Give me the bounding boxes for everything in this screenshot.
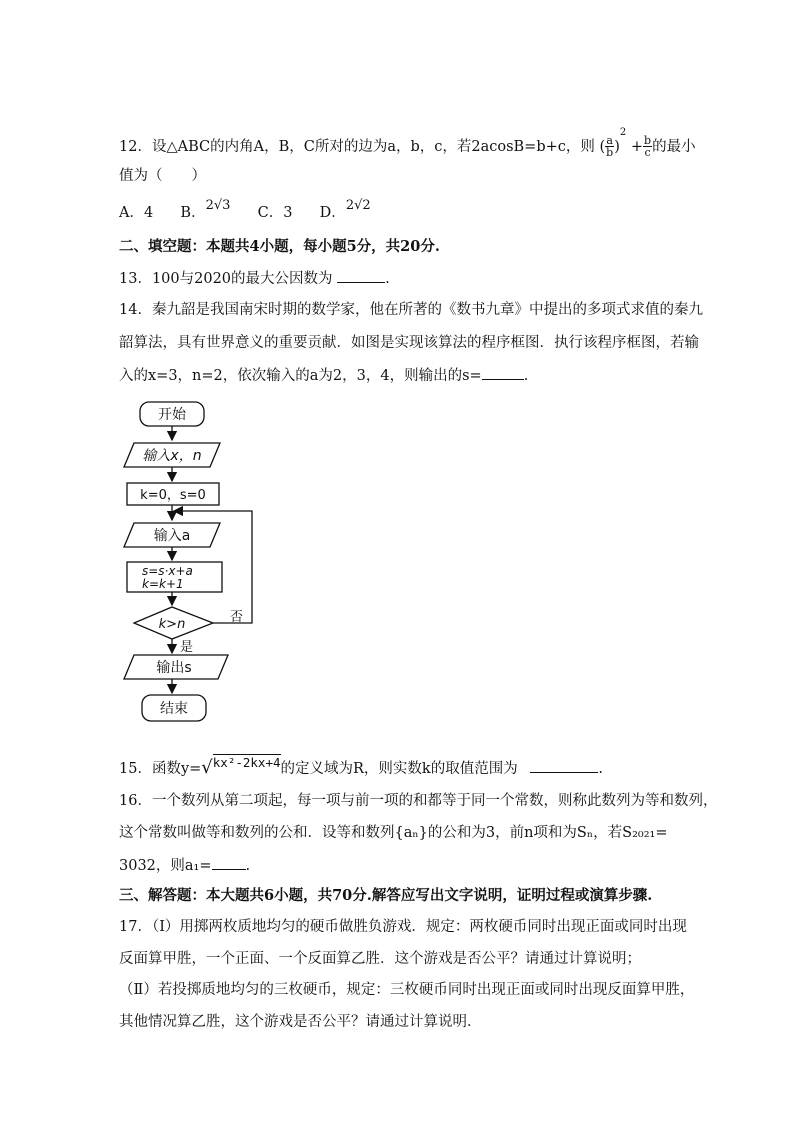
q12-fraction-a-over-b: $\frac{a}{b}$ [606, 134, 614, 160]
flow-output-label: 输出s [156, 660, 192, 676]
flow-compute-label-2: k=k+1 [142, 577, 184, 591]
q15-line [119, 755, 603, 779]
q12-option-a: A．4 [119, 205, 154, 221]
flow-no-label: 否 [230, 610, 244, 625]
flow-compute-label-1: s=s·x+a [142, 564, 193, 578]
q14-answer-blank[interactable] [482, 365, 524, 380]
q14-line2: 韶算法，具有世界意义的重要贡献．如图是实现该算法的程序框图．执行该程序框图，若输 [119, 335, 699, 351]
q12-paren-open: ( [599, 138, 606, 155]
q12-exponent: 2 [619, 127, 627, 138]
q16-line3 [119, 855, 250, 876]
flow-decision-label: k>n [158, 617, 186, 632]
q16-text: 3032，则a₁= [119, 858, 212, 874]
q15-suffix: 的定义域为R，则实数k的取值范围为 [280, 761, 518, 777]
q15-radicand: kx²-2kx+4 [212, 755, 281, 770]
flow-input-a-label: 输入a [153, 528, 191, 544]
q14-text: 入的x=3，n=2，依次输入的a为2，3，4，则输出的s= [119, 368, 482, 384]
q12-fraction-b-over-c: $\frac{b}{c}$ [644, 134, 652, 160]
q12-options [119, 198, 371, 224]
q12-plus: + [630, 138, 644, 155]
q15-tail: . [598, 761, 603, 777]
q16-line1: 16．一个数列从第二项起，每一项与前一项的和都等于同一个常数，则称此数列为等和数列， [119, 793, 718, 809]
q12-line1 [119, 127, 696, 160]
q13-text: 13．100与2020的最大公因数为 [119, 271, 333, 287]
q12-text: 12．设△ABC的内角A，B，C所对的边为a，b，c，若2acosB=b+c，则 [119, 138, 595, 155]
section-heading-solutions: 三、解答题：本大题共6小题，共70分.解答应写出文字说明，证明过程或演算步骤. [119, 887, 653, 904]
q14-line3 [119, 365, 528, 386]
flow-yes-label: 是 [180, 640, 194, 655]
flowchart [110, 395, 280, 730]
flow-input-xn-label: 输入x，n [142, 448, 202, 464]
q15-answer-blank[interactable] [530, 758, 598, 773]
q17-line3: （Ⅱ）若投掷质地均匀的三枚硬币，规定：三枚硬币同时出现正面或同时出现反面算甲胜， [119, 982, 695, 998]
q17-line1: 17．（Ⅰ）用掷两枚质地均匀的硬币做胜负游戏．规定：两枚硬币同时出现正面或同时出现 [119, 919, 687, 935]
q12-option-c: C．3 [257, 205, 293, 221]
q13-answer-blank[interactable] [337, 268, 385, 283]
q12-paren-close: ) [614, 138, 620, 155]
q17-line2: 反面算甲胜，一个正面、一个反面算乙胜．这个游戏是否公平？请通过计算说明； [119, 951, 641, 967]
q12-text-tail: 的最小 [652, 138, 696, 155]
q13-line [119, 268, 390, 289]
q14-tail: . [523, 368, 529, 384]
q16-line2: 这个常数叫做等和数列的公和．设等和数列{aₙ}的公和为3，前n项和为Sₙ，若S₂₀₂₁= [119, 825, 668, 841]
section-heading-fill-in: 二、填空题：本题共4小题，每小题5分，共20分. [119, 238, 440, 255]
q12-option-d-value: 2√2 [345, 198, 371, 213]
q12-option-d: D． [319, 205, 346, 221]
q15-prefix: 15．函数y= [119, 761, 202, 777]
flow-init-label: k=0，s=0 [140, 488, 206, 503]
flow-start-label: 开始 [158, 407, 186, 423]
q17-line4: 其他情况算乙胜，这个游戏是否公平？请通过计算说明． [119, 1014, 482, 1030]
q12-option-b-value: 2√3 [205, 198, 231, 213]
q13-tail: . [385, 271, 390, 287]
q12-line2: 值为（ ） [119, 168, 206, 184]
q16-answer-blank[interactable] [212, 855, 246, 870]
q15-radical-sign: √ [201, 757, 213, 778]
q12-option-b: B． [180, 205, 206, 221]
q16-tail: . [245, 858, 251, 874]
flow-end-label: 结束 [160, 701, 188, 717]
q14-line1: 14．秦九韶是我国南宋时期的数学家，他在所著的《数书九章》中提出的多项式求值的秦九 [119, 302, 703, 318]
